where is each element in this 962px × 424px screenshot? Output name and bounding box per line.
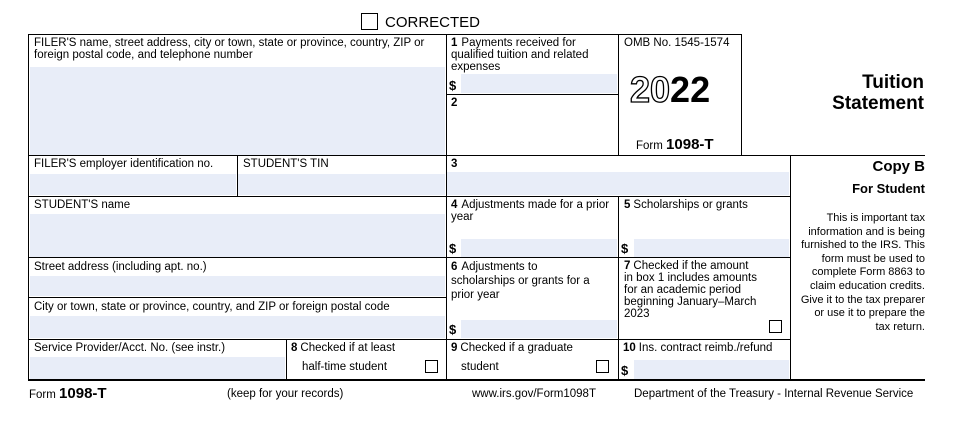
box4-amount-field[interactable] [461, 239, 617, 257]
box1-dollar: $ [449, 78, 457, 93]
student-name-field[interactable] [30, 214, 445, 257]
street-address-field[interactable] [30, 276, 445, 296]
title-line2: Statement [832, 93, 924, 114]
box9-number: 9 [451, 342, 458, 354]
city-label: City or town, state or province, country, and ZIP or foreign postal code [34, 301, 390, 313]
box6-label [451, 260, 601, 302]
box7-label [624, 260, 760, 320]
box1-label [451, 37, 616, 73]
tax-year [630, 70, 710, 110]
filer-name-field[interactable] [30, 67, 445, 155]
box1-amount-field[interactable] [461, 74, 617, 93]
box7-text: Checked if the amount in box 1 includes amounts for an academic period beginning January–March 2023 [624, 260, 757, 320]
box2-number: 2 [451, 97, 458, 109]
footer-url: www.irs.gov/Form1098T [472, 388, 596, 400]
box9-label-line2: student [461, 361, 499, 373]
form-id-header [636, 136, 714, 153]
form-word: Form [636, 140, 663, 152]
box1-text: Payments received for qualified tuition and related expenses [451, 37, 589, 73]
notice-text: This is important tax information and is being furnished to the IRS. This form must be used to complete Form 8863 to claim education credits. Give it to the tax preparer or use it to prepare the tax return. [800, 212, 925, 333]
tax-year-bold: 22 [670, 69, 711, 110]
footer-form-id [29, 385, 107, 402]
box10-text: Ins. contract reimb./refund [638, 342, 773, 354]
box8-checkbox[interactable] [425, 360, 438, 373]
city-field[interactable] [30, 316, 445, 338]
footer-form-word: Form [29, 389, 56, 401]
tax-year-light: 20 [630, 69, 671, 110]
box6-amount-field[interactable] [461, 320, 617, 338]
copy-b-heading: Copy B [872, 158, 925, 175]
footer-form-number: 1098-T [59, 385, 107, 402]
box4-text: Adjustments made for a prior year [451, 199, 610, 223]
service-provider-label: Service Provider/Acct. No. (see instr.) [34, 342, 226, 354]
street-address-label: Street address (including apt. no.) [34, 261, 207, 273]
student-tin-field[interactable] [238, 174, 445, 195]
box9-text: Checked if a graduate [460, 342, 573, 354]
box10-label [623, 342, 772, 354]
form-title [832, 72, 924, 114]
corrected-checkbox[interactable] [361, 13, 378, 30]
box6-text: Adjustments to scholarships or grants for a prior year [451, 261, 590, 301]
box4-number: 4 [451, 199, 458, 211]
box5-label [624, 199, 784, 211]
student-tin-label: STUDENT'S TIN [243, 158, 329, 170]
box1-number: 1 [451, 37, 458, 49]
student-name-label: STUDENT'S name [34, 199, 131, 211]
box10-amount-field[interactable] [634, 360, 789, 379]
box6-dollar: $ [449, 322, 457, 337]
box5-dollar: $ [621, 241, 629, 256]
box6-number: 6 [451, 261, 458, 273]
box9-label-line1 [451, 342, 573, 354]
box10-number: 10 [623, 342, 636, 354]
form-number: 1098-T [666, 136, 714, 153]
box7-number: 7 [624, 260, 631, 272]
filer-ein-field[interactable] [30, 174, 236, 195]
box5-number: 5 [624, 199, 631, 211]
box8-label-line1 [291, 342, 395, 354]
footer-dept: Department of the Treasury - Internal Revenue Service [634, 388, 914, 400]
filer-name-label: FILER'S name, street address, city or town, state or province, country, ZIP or foreign postal code, and telephone number [34, 37, 425, 61]
box5-text: Scholarships or grants [633, 199, 748, 211]
box8-text: Checked if at least [300, 342, 396, 354]
box4-dollar: $ [449, 241, 457, 256]
footer-keep: (keep for your records) [227, 388, 344, 400]
title-line1: Tuition [862, 72, 924, 93]
box9-checkbox[interactable] [596, 360, 609, 373]
box4-label [451, 199, 611, 223]
filer-ein-label: FILER'S employer identification no. [34, 158, 214, 170]
for-student-heading: For Student [852, 181, 925, 196]
box8-number: 8 [291, 342, 298, 354]
box3-number: 3 [451, 158, 458, 170]
box7-checkbox[interactable] [769, 320, 782, 333]
corrected-label: CORRECTED [385, 14, 481, 31]
box3-field[interactable] [447, 172, 789, 195]
box5-amount-field[interactable] [634, 239, 789, 257]
box8-label-line2: half-time student [302, 361, 388, 373]
service-provider-field[interactable] [30, 357, 285, 379]
omb-number: OMB No. 1545-1574 [624, 37, 730, 49]
box10-dollar: $ [621, 363, 629, 378]
